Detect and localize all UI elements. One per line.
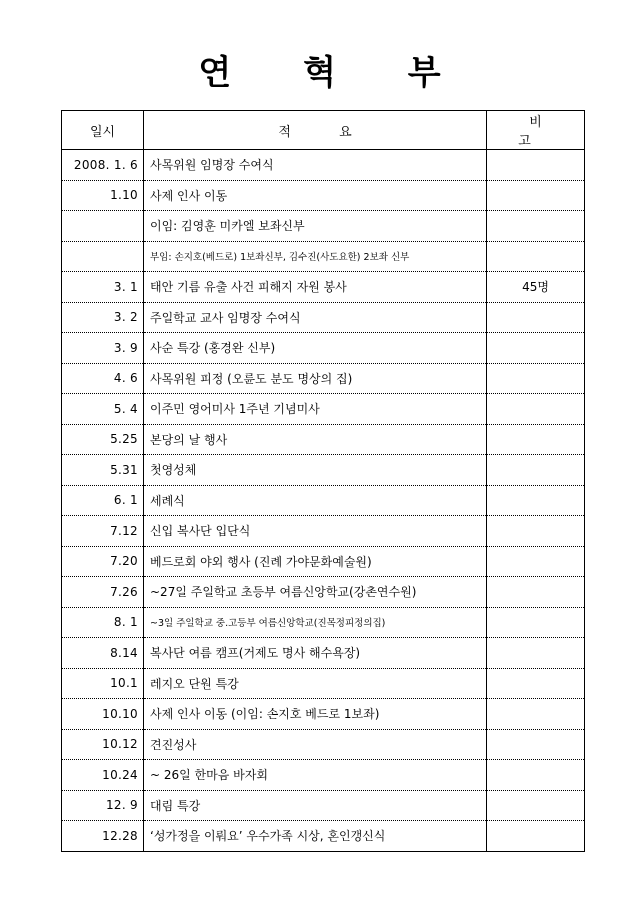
table-row <box>62 577 585 608</box>
row-note <box>487 150 585 181</box>
row-note <box>487 302 585 333</box>
table-row <box>62 699 585 730</box>
row-date: 5.25 <box>62 424 144 455</box>
row-description: 견진성사 <box>144 729 487 760</box>
row-date: 3. 9 <box>62 333 144 364</box>
table-row <box>62 516 585 547</box>
table-row <box>62 821 585 852</box>
table-row <box>62 485 585 516</box>
header-description: 적 요 <box>144 111 487 150</box>
row-note <box>487 241 585 272</box>
row-date: 8. 1 <box>62 607 144 638</box>
row-description: 베드로회 야외 행사 (진례 가야문화예술원) <box>144 546 487 577</box>
row-description: ‘성가정을 이뤄요’ 우수가족 시상, 혼인갱신식 <box>144 821 487 852</box>
row-note <box>487 485 585 516</box>
row-note <box>487 668 585 699</box>
table-header-row <box>62 111 585 150</box>
table-row <box>62 668 585 699</box>
row-note: 45명 <box>487 272 585 303</box>
row-date: 12.28 <box>62 821 144 852</box>
row-description: 이주민 영어미사 1주년 기념미사 <box>144 394 487 425</box>
table-row <box>62 150 585 181</box>
row-note <box>487 607 585 638</box>
table-row <box>62 638 585 669</box>
row-description: 부임: 손지호(베드로) 1보좌신부, 김수진(사도요한) 2보좌 신부 <box>144 241 487 272</box>
page-title: 연 혁 부 <box>198 53 471 93</box>
row-note <box>487 821 585 852</box>
row-date: 4. 6 <box>62 363 144 394</box>
row-description: 첫영성체 <box>144 455 487 486</box>
row-description: 주일학교 교사 임명장 수여식 <box>144 302 487 333</box>
chronology-table <box>61 110 585 852</box>
table-row <box>62 729 585 760</box>
row-note <box>487 699 585 730</box>
row-note <box>487 211 585 242</box>
row-description: 사제 인사 이동 (이임: 손지호 베드로 1보좌) <box>144 699 487 730</box>
row-description: 대림 특강 <box>144 790 487 821</box>
row-date: 5.31 <box>62 455 144 486</box>
table-row <box>62 455 585 486</box>
row-date: 7.26 <box>62 577 144 608</box>
table-row <box>62 363 585 394</box>
row-note <box>487 546 585 577</box>
row-date: 3. 1 <box>62 272 144 303</box>
row-date: 3. 2 <box>62 302 144 333</box>
table-row <box>62 211 585 242</box>
row-date: 6. 1 <box>62 485 144 516</box>
row-description: 이임: 김영훈 미카엘 보좌신부 <box>144 211 487 242</box>
row-description: ~ 26일 한마음 바자회 <box>144 760 487 791</box>
table-row <box>62 546 585 577</box>
row-date: 7.12 <box>62 516 144 547</box>
table-row <box>62 760 585 791</box>
row-description: 신입 복사단 입단식 <box>144 516 487 547</box>
row-note <box>487 333 585 364</box>
row-description: 사제 인사 이동 <box>144 180 487 211</box>
row-date: 10.1 <box>62 668 144 699</box>
row-date: 7.20 <box>62 546 144 577</box>
row-date: 10.24 <box>62 760 144 791</box>
row-date: 8.14 <box>62 638 144 669</box>
row-description: 세례식 <box>144 485 487 516</box>
table-row <box>62 424 585 455</box>
row-note <box>487 394 585 425</box>
table-body <box>62 150 585 852</box>
row-description: ~3일 주일학교 중.고등부 여름신앙학교(진목정피정의집) <box>144 607 487 638</box>
row-date: 2008. 1. 6 <box>62 150 144 181</box>
row-note <box>487 577 585 608</box>
row-description: 본당의 날 행사 <box>144 424 487 455</box>
row-description: 사순 특강 (홍경완 신부) <box>144 333 487 364</box>
row-note <box>487 760 585 791</box>
row-date: 5. 4 <box>62 394 144 425</box>
row-description: 레지오 단원 특강 <box>144 668 487 699</box>
row-date: 10.12 <box>62 729 144 760</box>
header-note: 비 고 <box>487 111 585 150</box>
table-row <box>62 333 585 364</box>
table-row <box>62 790 585 821</box>
table-row <box>62 302 585 333</box>
row-date: 12. 9 <box>62 790 144 821</box>
table-row <box>62 394 585 425</box>
row-note <box>487 455 585 486</box>
header-date: 일시 <box>62 111 144 150</box>
table-row <box>62 607 585 638</box>
row-note <box>487 180 585 211</box>
row-date: 1.10 <box>62 180 144 211</box>
row-note <box>487 424 585 455</box>
row-description: 사목위원 피정 (오륜도 분도 명상의 집) <box>144 363 487 394</box>
row-note <box>487 729 585 760</box>
row-note <box>487 790 585 821</box>
row-note <box>487 363 585 394</box>
table-row <box>62 241 585 272</box>
row-date <box>62 211 144 242</box>
row-note <box>487 516 585 547</box>
row-description: 복사단 여름 캠프(거제도 명사 해수욕장) <box>144 638 487 669</box>
table-row <box>62 272 585 303</box>
row-date <box>62 241 144 272</box>
row-description: ~27일 주일학교 초등부 여름신앙학교(강촌연수원) <box>144 577 487 608</box>
row-note <box>487 638 585 669</box>
table-row <box>62 180 585 211</box>
row-description: 사목위원 임명장 수여식 <box>144 150 487 181</box>
row-description: 태안 기름 유출 사건 피해지 자원 봉사 <box>144 272 487 303</box>
row-date: 10.10 <box>62 699 144 730</box>
